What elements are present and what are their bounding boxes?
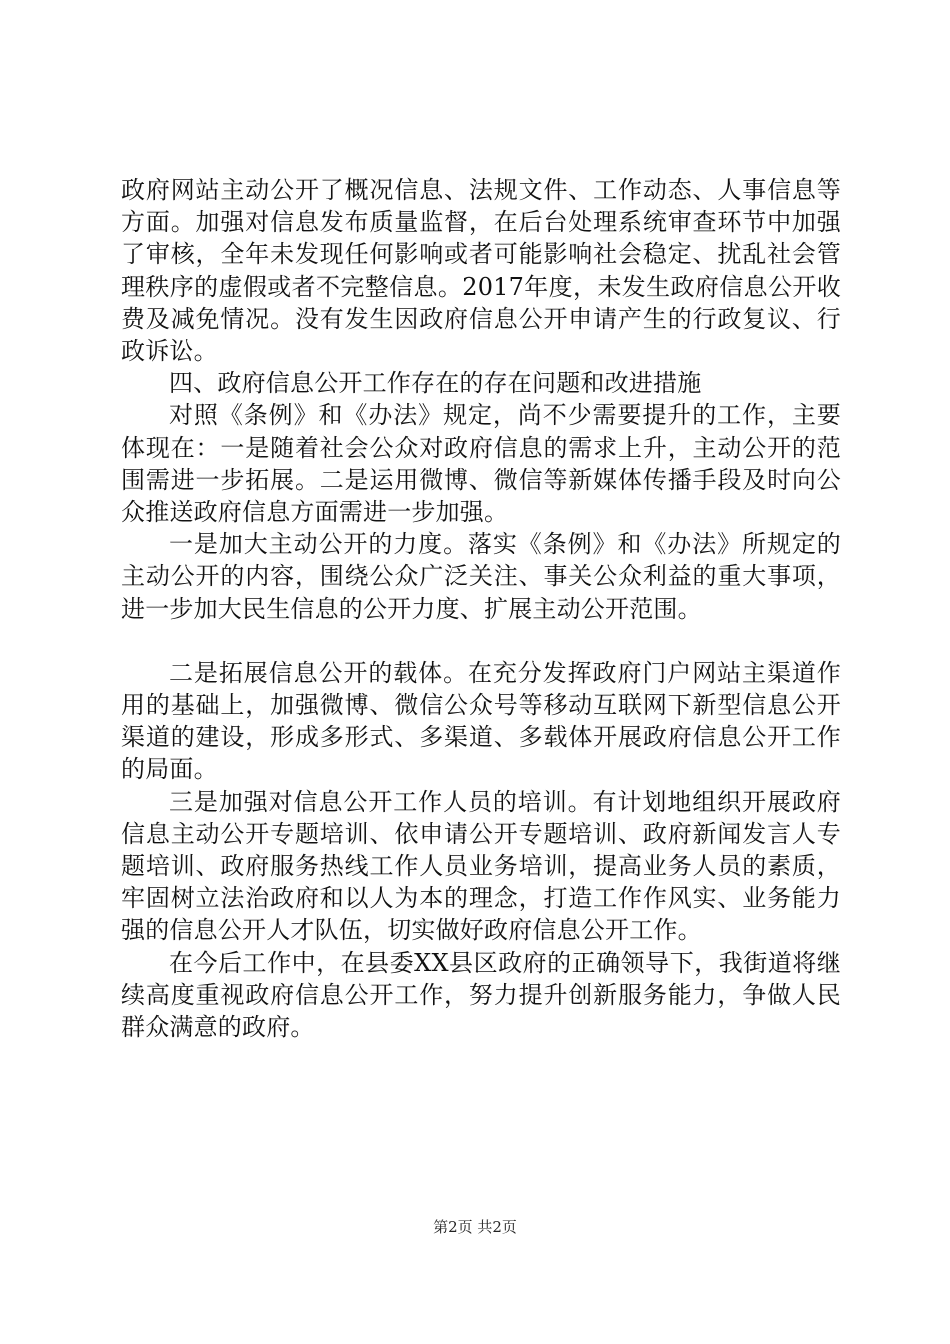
paragraph-problems: 对照《条例》和《办法》规定，尚不少需要提升的工作，主要体现在：一是随着社会公众对政府信息的需求上升，主动公开的范围需进一步拓展。二是运用微博、微信等新媒体传播手段及时向公众推送政府信息方面需进一步加强。 xyxy=(121,401,841,527)
paragraph-disclosure-summary: 政府网站主动公开了概况信息、法规文件、工作动态、人事信息等方面。加强对信息发布质量监督，在后台处理系统审查环节中加强了审核，全年未发现任何影响或者可能影响社会稳定、扰乱社会管理秩序的虚假或者不完整信息。2017年度，未发生政府信息公开收费及减免情况。没有发生因政府信息公开申请产生的行政复议、行政诉讼。 xyxy=(121,176,841,366)
section-heading-problems: 四、政府信息公开工作存在的存在问题和改进措施 xyxy=(169,369,702,398)
paragraph-measure-1: 一是加大主动公开的力度。落实《条例》和《办法》所规定的主动公开的内容，围绕公众广泛关注、事关公众利益的重大事项，进一步加大民生信息的公开力度、扩展主动公开范围。 xyxy=(121,530,841,623)
document-body xyxy=(121,174,841,1043)
paragraph-measure-2: 二是拓展信息公开的载体。在充分发挥政府门户网站主渠道作用的基础上，加强微博、微信公众号等移动互联网下新型信息公开渠道的建设，形成多形式、多渠道、多载体开展政府信息公开工作的局面。 xyxy=(121,658,841,784)
page-footer: 第2页 共2页 xyxy=(433,1218,517,1236)
paragraph-measure-3: 三是加强对信息公开工作人员的培训。有计划地组织开展政府信息主动公开专题培训、依申请公开专题培训、政府新闻发言人专题培训、政府服务热线工作人员业务培训，提高业务人员的素质，牢固树立法治政府和以人为本的理念，打造工作作风实、业务能力强的信息公开人才队伍，切实做好政府信息公开工作。 xyxy=(121,787,841,945)
paragraph-conclusion: 在今后工作中，在县委XX县区政府的正确领导下，我街道将继续高度重视政府信息公开工作，努力提升创新服务能力，争做人民群众满意的政府。 xyxy=(121,948,841,1042)
